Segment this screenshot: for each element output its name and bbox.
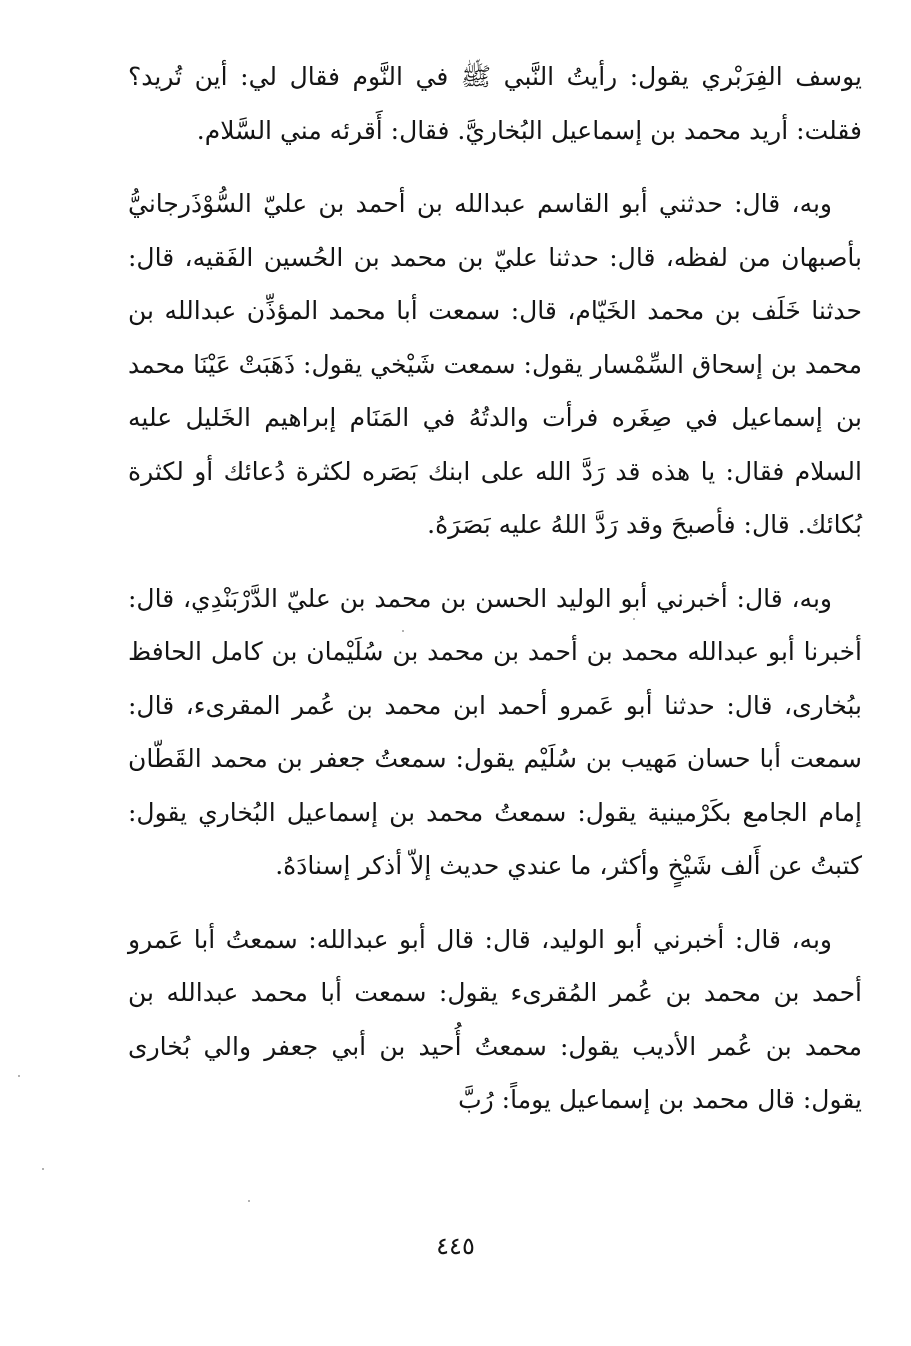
page-number: ٤٤٥	[436, 1232, 475, 1260]
scan-speck	[18, 1075, 20, 1077]
scan-speck	[633, 618, 635, 620]
paragraph-1: يوسف الفِرَبْري يقول: رأيتُ النَّبي ﷺ في النَّوم فقال لي: أين تُريد؟ فقلت: أريد محمد بن إسماعيل البُخاريَّ. فقال: أَقرئه مني السَّلام.	[128, 62, 862, 145]
body-text	[128, 50, 862, 1127]
paragraph-2: وبه، قال: حدثني أبو القاسم عبدالله بن أحمد بن عليّ السُّوْذَرجانيُّ بأصبهان من لفظه، قال: حدثنا عليّ بن محمد بن الحُسين الفَقيه، قال: حدثنا خَلَف بن محمد الخَيّام، قال: سمعت أبا محمد المؤذِّن عبدالله بن محمد بن إسحاق السِّمْسار يقول: سمعت شَيْخي يقول: ذَهَبَتْ عَيْنَا محمد بن إسماعيل في صِغَره فرأت والدتُهُ في المَنَام إبراهيم الخَليل عليه السلام فقال: يا هذه قد رَدَّ الله على ابنك بَصَره لكثرة دُعائك أو لكثرة بُكائك. قال: فأصبحَ وقد رَدَّ اللهُ عليه بَصَرَهُ.	[128, 189, 862, 539]
scan-speck	[402, 630, 404, 632]
scan-speck	[42, 1168, 44, 1170]
paragraph-4: وبه، قال: أخبرني أبو الوليد، قال: قال أبو عبدالله: سمعتُ أبا عَمرو أحمد بن محمد بن عُمر المُقرىء يقول: سمعت أبا محمد عبدالله بن محمد بن عُمر الأديب يقول: سمعتُ أُحيد بن أبي جعفر والي بُخارى يقول: قال محمد بن إسماعيل يوماً: رُبَّ	[128, 924, 862, 1114]
paragraph-3: وبه، قال: أخبرني أبو الوليد الحسن بن محمد بن عليّ الدَّرْبَنْدِي، قال: أخبرنا أبو عبدالله محمد بن أحمد بن محمد بن سُلَيْمان بن كامل الحافظ ببُخارى، قال: حدثنا أبو عَمرو أحمد ابن محمد بن عُمر المقرىء، قال: سمعت أبا حسان مَهيب بن سُلَيْم يقول: سمعتُ جعفر بن محمد القَطّان إمام الجامع بكَرْمينية يقول: سمعتُ محمد بن إسماعيل البُخاري يقول: كتبتُ عن أَلف شَيْخٍ وأكثر، ما عندي حديث إلاّ أذكر إسنادَهُ.	[128, 583, 862, 880]
scan-speck	[248, 1200, 250, 1202]
